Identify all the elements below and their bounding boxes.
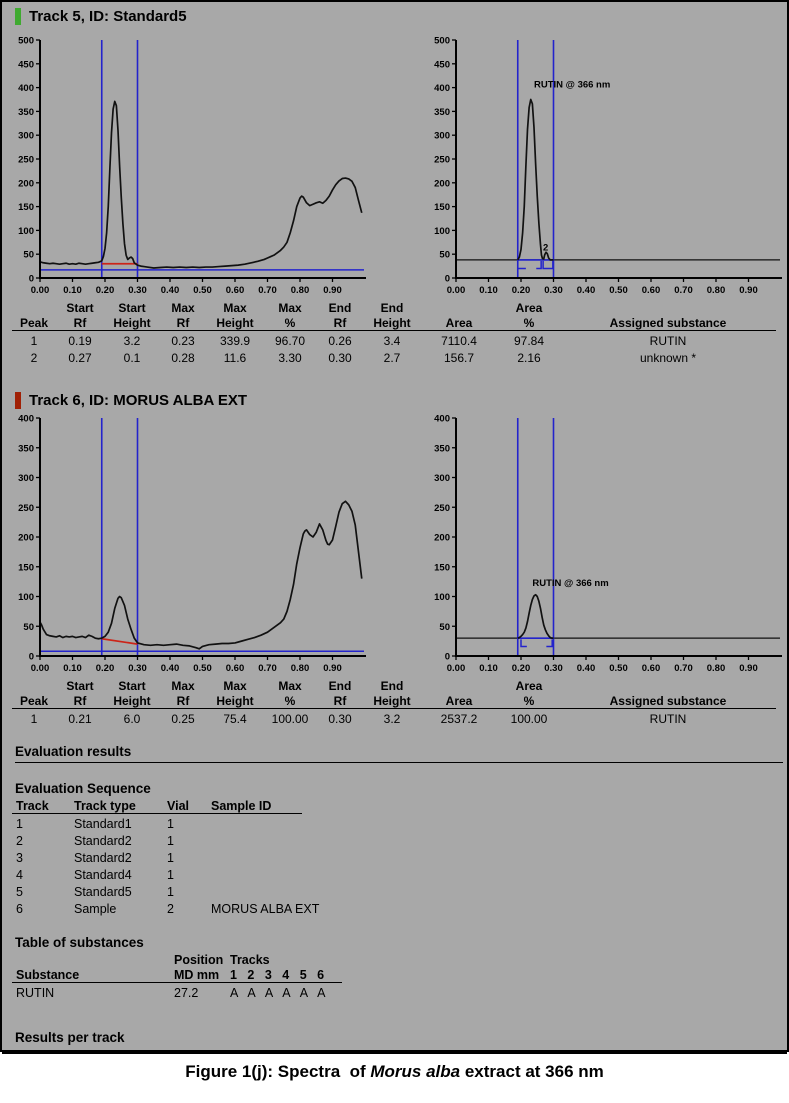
x-tick-label: 0.70	[258, 663, 277, 674]
table-cell: Rf	[160, 693, 206, 709]
table-row	[12, 315, 776, 331]
table-cell: End	[328, 678, 352, 693]
track6-peak-table	[12, 678, 776, 726]
peak-limit-bracket	[521, 639, 527, 646]
table-cell: End	[380, 678, 404, 693]
table-cell: 0.1	[123, 351, 141, 365]
table-row	[12, 953, 342, 967]
table-cell: 1	[167, 817, 174, 831]
table-row	[12, 798, 302, 814]
y-tick-label: 200	[18, 178, 34, 190]
table-cell: 100.00	[510, 712, 548, 726]
track5-peak-table-body	[12, 331, 776, 366]
table-cell: 2	[167, 902, 174, 916]
track5-peak-table	[12, 300, 776, 365]
table-cell: 6	[16, 902, 23, 916]
y-tick-label: 250	[434, 502, 450, 514]
table-cell: 2537.2	[440, 712, 478, 726]
y-tick-label: 50	[23, 621, 34, 633]
table-cell: 3.2	[123, 334, 141, 348]
y-tick-label: 450	[434, 59, 450, 71]
x-tick-label: 0.90	[739, 285, 758, 296]
table-cell: 3.4	[383, 334, 401, 348]
x-tick-label: 0.90	[323, 663, 342, 674]
table-cell: 27.2	[174, 986, 199, 1000]
x-tick-label: 0.00	[30, 285, 50, 296]
x-tick-label: 0.60	[225, 285, 245, 296]
caption-species-name: Morus alba	[370, 1062, 461, 1081]
table-cell	[420, 300, 498, 315]
table-cell: 3	[16, 851, 23, 865]
table-row	[12, 848, 302, 865]
y-tick-label: 100	[18, 592, 34, 603]
y-tick-label: 400	[18, 413, 34, 425]
x-tick-label: 0.00	[30, 663, 50, 674]
table-cell: Start	[118, 300, 146, 315]
peak-limit-bracket	[518, 261, 526, 269]
table-cell	[420, 678, 498, 693]
x-tick-label: 0.80	[290, 285, 310, 296]
table-cell: Tracks	[230, 953, 270, 967]
table-cell: 1	[16, 817, 23, 831]
table-cell: 0.30	[328, 712, 352, 726]
table-cell	[12, 678, 56, 693]
track6-peak-table-body	[12, 709, 776, 727]
chart-svg	[422, 30, 787, 302]
x-tick-label: 0.00	[446, 285, 466, 296]
track6-main-chromatogram	[6, 408, 371, 685]
table-cell: 156.7	[443, 351, 475, 365]
y-tick-label: 100	[18, 225, 34, 237]
x-tick-label: 0.30	[544, 285, 563, 296]
table-cell: Standard2	[74, 851, 132, 865]
x-tick-label: 0.50	[193, 663, 212, 674]
evaluation-sequence-table-head	[12, 798, 302, 814]
y-tick-label: 300	[434, 130, 450, 142]
x-tick-label: 0.80	[290, 663, 310, 674]
table-cell: 7110.4	[441, 334, 477, 348]
table-cell: 1 2 3 4 5 6	[226, 967, 342, 983]
x-tick-label: 0.70	[674, 285, 693, 296]
table-cell: 2.7	[383, 351, 401, 365]
table-row	[12, 983, 342, 1001]
caption-suffix: extract at 366 nm	[460, 1062, 604, 1081]
x-tick-label: 0.50	[609, 663, 628, 674]
table-cell: Max	[278, 678, 302, 693]
evaluation-sequence-table-body	[12, 814, 320, 917]
table-cell: Max	[171, 300, 195, 315]
red-peak-baseline	[102, 639, 138, 644]
track6-color-bar	[15, 392, 21, 409]
y-tick-label: 300	[434, 473, 450, 484]
table-cell: RUTIN	[16, 986, 55, 1000]
table-cell: Start	[66, 678, 94, 693]
y-tick-label: 250	[18, 154, 34, 166]
table-cell: 0.30	[328, 351, 352, 365]
table-row	[12, 331, 776, 349]
y-tick-label: 200	[434, 532, 450, 544]
table-row	[12, 678, 776, 693]
table-cell: 0.26	[328, 334, 352, 348]
table-cell: Height	[206, 315, 264, 331]
table-cell	[207, 848, 302, 865]
table-cell: 2.16	[517, 351, 541, 365]
y-tick-label: 300	[18, 130, 34, 142]
table-cell: 3.2	[383, 712, 401, 726]
y-tick-label: 100	[434, 225, 450, 237]
chart-svg	[6, 30, 371, 302]
table-cell	[12, 953, 170, 967]
y-tick-label: 350	[434, 106, 450, 118]
y-tick-label: 400	[434, 413, 450, 425]
y-tick-label: 500	[18, 35, 34, 47]
peak-limit-bracket	[546, 639, 552, 646]
table-cell: 0.21	[68, 712, 92, 726]
x-tick-label: 0.30	[544, 663, 563, 674]
table-cell: End	[328, 300, 352, 315]
peak-number-label: 2	[543, 242, 549, 254]
y-tick-label: 450	[18, 59, 34, 71]
table-cell	[560, 678, 776, 693]
table-cell: Standard5	[74, 885, 132, 899]
y-tick-label: 50	[23, 249, 34, 261]
table-cell: RUTIN	[649, 334, 687, 348]
chart-svg	[422, 408, 787, 680]
x-tick-label: 0.40	[576, 285, 596, 296]
x-tick-label: 0.40	[160, 663, 180, 674]
table-cell: 1	[30, 712, 38, 726]
table-row	[12, 865, 302, 882]
table-cell: Height	[206, 693, 264, 709]
y-tick-label: 100	[434, 592, 450, 603]
table-cell: Sample	[74, 902, 117, 916]
table-cell: Max	[171, 678, 195, 693]
table-cell	[560, 300, 776, 315]
table-cell: Height	[364, 315, 420, 331]
table-cell: Rf	[316, 693, 364, 709]
y-tick-label: 200	[18, 532, 34, 544]
y-tick-label: 0	[28, 273, 34, 285]
table-cell: 100.00	[271, 712, 309, 726]
x-tick-label: 0.00	[446, 663, 466, 674]
table-cell: 1	[30, 334, 38, 348]
y-tick-label: 50	[439, 249, 450, 261]
table-cell: unknown *	[639, 351, 697, 365]
table-cell: %	[498, 693, 560, 709]
table-cell: 11.6	[223, 351, 247, 365]
y-tick-label: 350	[18, 106, 34, 118]
table-cell: Standard4	[74, 868, 132, 882]
x-tick-label: 0.10	[479, 285, 498, 296]
table-cell	[207, 814, 302, 832]
table-cell: Peak	[12, 315, 56, 331]
x-tick-label: 0.20	[511, 285, 531, 296]
table-cell: Assigned substance	[560, 315, 776, 331]
table-cell: %	[264, 315, 316, 331]
table-cell: Standard1	[74, 817, 132, 831]
track5-header	[15, 7, 187, 26]
table-cell: Rf	[316, 315, 364, 331]
y-tick-label: 350	[434, 443, 450, 455]
table-row	[12, 693, 776, 709]
x-tick-label: 0.70	[674, 663, 693, 674]
table-cell: Area	[420, 315, 498, 331]
table-cell: Rf	[56, 693, 104, 709]
table-cell: Height	[104, 315, 160, 331]
peak-limit-bracket	[543, 261, 553, 269]
y-tick-label: 350	[18, 443, 34, 455]
table-of-substances-heading: Table of substances	[15, 935, 144, 950]
table-cell: Max	[223, 300, 247, 315]
peak-limit-bracket	[536, 261, 541, 269]
y-tick-label: 0	[28, 651, 34, 663]
table-cell: 75.4	[223, 712, 247, 726]
table-cell: 0.19	[68, 334, 92, 348]
table-cell: End	[380, 300, 404, 315]
x-tick-label: 0.30	[128, 285, 147, 296]
table-cell: Area	[515, 678, 543, 693]
caption-prefix: Figure 1(j): Spectra of	[185, 1062, 371, 1081]
table-cell: Substance	[12, 967, 170, 983]
table-cell: 2	[30, 351, 38, 365]
table-cell: A A A A A A	[230, 986, 329, 1000]
table-cell: Area	[420, 693, 498, 709]
table-row	[12, 899, 302, 916]
track5-main-chromatogram	[6, 30, 371, 307]
table-cell: MD mm	[170, 967, 226, 983]
x-tick-label: 0.10	[63, 285, 82, 296]
chromatogram-curve	[40, 101, 362, 268]
x-tick-label: 0.60	[641, 285, 661, 296]
x-tick-label: 0.40	[576, 663, 596, 674]
evaluation-sequence-heading: Evaluation Sequence	[15, 781, 151, 796]
table-cell: Assigned substance	[560, 693, 776, 709]
x-tick-label: 0.50	[609, 285, 628, 296]
x-tick-label: 0.20	[511, 663, 531, 674]
x-tick-label: 0.30	[128, 663, 147, 674]
chromatogram-curve	[518, 100, 554, 260]
table-cell: MORUS ALBA EXT	[211, 902, 320, 916]
chromatogram-curve	[518, 595, 554, 638]
track6-title: Track 6, ID: MORUS ALBA EXT	[29, 392, 248, 409]
chromatogram-curve	[40, 501, 362, 649]
table-cell: Peak	[12, 693, 56, 709]
table-cell: 1	[167, 885, 174, 899]
table-cell: Height	[104, 693, 160, 709]
table-cell: Start	[118, 678, 146, 693]
table-cell: Position	[174, 953, 224, 967]
table-cell: 96.70	[274, 334, 306, 348]
table-cell: 6.0	[123, 712, 141, 726]
table-cell: %	[498, 315, 560, 331]
substance-annotation: RUTIN @ 366 nm	[532, 577, 609, 589]
track6-substance-chromatogram	[422, 408, 787, 685]
table-cell: Height	[364, 693, 420, 709]
table-row	[12, 882, 302, 899]
track6-peak-table-head	[12, 678, 776, 709]
table-cell: 3.30	[278, 351, 302, 365]
y-tick-label: 150	[18, 202, 34, 214]
table-cell: Sample ID	[207, 798, 302, 814]
table-row	[12, 967, 342, 983]
table-cell: 1	[167, 868, 174, 882]
table-row	[12, 831, 302, 848]
evaluation-sequence-table	[12, 798, 320, 916]
y-tick-label: 0	[444, 651, 450, 663]
x-tick-label: 0.80	[706, 663, 726, 674]
x-tick-label: 0.10	[63, 663, 82, 674]
table-cell: 0.28	[171, 351, 195, 365]
x-tick-label: 0.90	[323, 285, 342, 296]
table-cell: 5	[16, 885, 23, 899]
table-cell: Vial	[163, 798, 207, 814]
table-row	[12, 709, 776, 727]
y-tick-label: 400	[18, 83, 34, 95]
y-tick-label: 150	[434, 562, 450, 574]
results-per-track-heading: Results per track	[2, 1030, 787, 1054]
table-cell	[207, 882, 302, 899]
table-cell: 339.9	[219, 334, 251, 348]
table-cell: 4	[16, 868, 23, 882]
y-tick-label: 150	[18, 562, 34, 574]
y-tick-label: 50	[439, 621, 450, 633]
x-tick-label: 0.10	[479, 663, 498, 674]
x-tick-label: 0.20	[95, 285, 115, 296]
table-row	[12, 348, 776, 365]
table-cell: 1	[167, 851, 174, 865]
table-row	[12, 300, 776, 315]
table-cell: Max	[223, 678, 247, 693]
table-cell	[12, 300, 56, 315]
track5-peak-table-head	[12, 300, 776, 331]
evaluation-results-heading: Evaluation results	[15, 744, 783, 763]
table-cell: 0.25	[171, 712, 195, 726]
table-cell: Rf	[160, 315, 206, 331]
table-cell: Area	[515, 300, 543, 315]
table-cell: Standard2	[74, 834, 132, 848]
y-tick-label: 0	[444, 273, 450, 285]
x-tick-label: 0.50	[193, 285, 212, 296]
table-row	[12, 814, 302, 832]
substance-annotation: RUTIN @ 366 nm	[534, 79, 611, 91]
x-tick-label: 0.60	[641, 663, 661, 674]
table-cell: Start	[66, 300, 94, 315]
table-cell: 1	[167, 834, 174, 848]
table-cell: Rf	[56, 315, 104, 331]
table-cell: %	[264, 693, 316, 709]
y-tick-label: 250	[434, 154, 450, 166]
y-tick-label: 400	[434, 83, 450, 95]
substances-table	[12, 953, 342, 1000]
substances-table-body	[12, 983, 342, 1001]
x-tick-label: 0.60	[225, 663, 245, 674]
track5-title: Track 5, ID: Standard5	[29, 8, 187, 25]
table-cell: 0.23	[171, 334, 195, 348]
table-cell: Track	[12, 798, 70, 814]
x-tick-label: 0.90	[739, 663, 758, 674]
chart-svg	[6, 408, 371, 680]
table-cell	[207, 831, 302, 848]
table-cell: Track type	[70, 798, 163, 814]
substances-table-head	[12, 953, 342, 983]
track5-substance-chromatogram	[422, 30, 787, 307]
y-tick-label: 150	[434, 202, 450, 214]
y-tick-label: 250	[18, 502, 34, 514]
table-cell: 97.84	[513, 334, 545, 348]
track5-color-bar	[15, 8, 21, 25]
table-cell: Max	[278, 300, 302, 315]
y-tick-label: 300	[18, 473, 34, 484]
table-cell: RUTIN	[649, 712, 687, 726]
y-tick-label: 200	[434, 178, 450, 190]
x-tick-label: 0.20	[95, 663, 115, 674]
table-cell: 0.27	[68, 351, 92, 365]
x-tick-label: 0.40	[160, 285, 180, 296]
table-cell: 2	[16, 834, 23, 848]
x-tick-label: 0.80	[706, 285, 726, 296]
y-tick-label: 500	[434, 35, 450, 47]
figure-caption	[0, 1062, 789, 1082]
table-cell	[207, 865, 302, 882]
x-tick-label: 0.70	[258, 285, 277, 296]
